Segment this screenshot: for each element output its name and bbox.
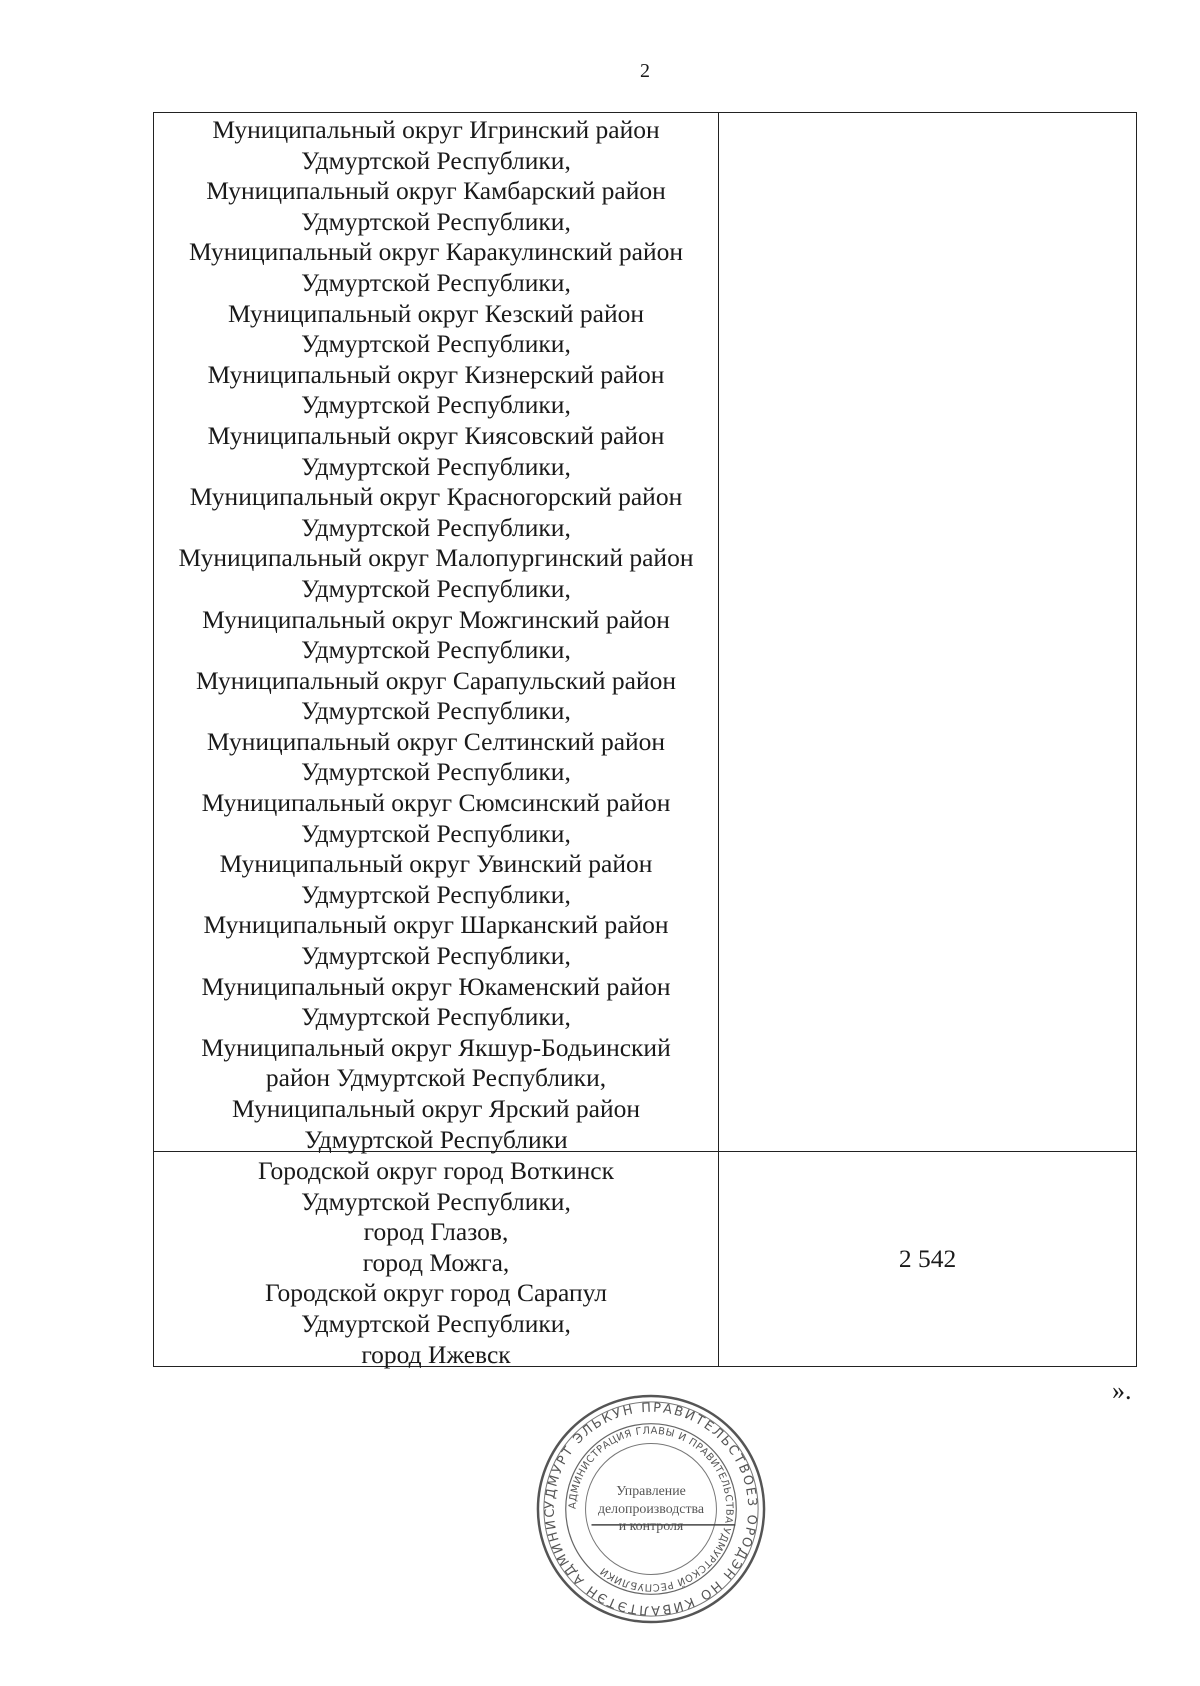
value-cell — [719, 1152, 1137, 1367]
municipality-line: город Глазов, — [363, 1217, 509, 1247]
municipality-line: Муниципальный округ Камбарский район — [206, 176, 666, 206]
municipality-line: Городской округ город Воткинск — [258, 1156, 614, 1185]
municipality-line: Муниципальный округ Сюмсинский район — [201, 788, 671, 818]
municipality-line: Удмуртской Республики, — [301, 1308, 571, 1338]
municipality-line: Муниципальный округ Шарканский район — [203, 910, 669, 940]
municipality-line: Муниципальный округ Кизнерский район — [207, 359, 665, 389]
municipality-line: район Удмуртской Республики, — [265, 1063, 607, 1093]
official-seal-stamp — [532, 1390, 770, 1628]
municipality-line: Городской округ город Сарапул — [264, 1278, 608, 1308]
municipality-line: Муниципальный округ Красногорский район — [189, 482, 683, 512]
municipality-line: Муниципальный округ Игринский район — [212, 115, 660, 144]
municipality-line: Удмуртской Республики, — [301, 635, 571, 665]
municipality-line: Удмуртской Республики, — [301, 329, 571, 359]
municipality-line: Удмуртской Республики, — [301, 451, 571, 481]
table-row — [154, 113, 1137, 1152]
municipality-line: Муниципальный округ Селтинский район — [206, 726, 666, 756]
svg-text:и контроля: и контроля — [618, 1518, 684, 1534]
municipality-line: Муниципальный округ Кезский район — [227, 298, 645, 328]
municipality-line: Муниципальный округ Ярский район — [231, 1094, 641, 1123]
municipality-line: Удмуртской Республики, — [301, 206, 571, 236]
municipality-line: Муниципальный округ Можгинский район — [202, 604, 670, 634]
allocation-table — [153, 112, 1137, 1367]
municipalities-cell — [154, 1152, 719, 1367]
municipality-line: Удмуртской Республики, — [301, 879, 571, 909]
municipality-line: город Можга, — [362, 1247, 510, 1277]
closing-quote: ». — [1112, 1376, 1132, 1405]
municipalities-list — [154, 113, 718, 1154]
municipality-line: Удмуртской Республики, — [301, 390, 571, 420]
municipality-line: Удмуртской Республики, — [301, 941, 571, 971]
municipality-line: Удмуртской Республики — [304, 1124, 568, 1154]
municipality-line: Удмуртской Республики, — [301, 1002, 571, 1032]
value-text: 2 542 — [898, 1244, 957, 1273]
municipality-line: Муниципальный округ Малопургинский район — [178, 543, 694, 573]
svg-text:Управление: Управление — [616, 1484, 686, 1500]
municipality-line: Удмуртской Республики, — [301, 818, 571, 848]
municipality-line: Муниципальный округ Юкаменский район — [201, 971, 671, 1001]
svg-text:УДМУРТ ЭЛЬКУН ПРАВИТЕЛЬСТВОЕЗ: УДМУРТ ЭЛЬКУН ПРАВИТЕЛЬСТВОЕЗ ОРОДЭН НО КИВАЛТЭТЭН АДМИНИС — [542, 1400, 760, 1618]
municipality-line: Муниципальный округ Сарапульский район — [195, 665, 677, 695]
municipality-line: Удмуртской Республики, — [301, 512, 571, 542]
municipalities-list — [154, 1152, 718, 1369]
municipality-line: Удмуртской Республики, — [301, 267, 571, 297]
municipality-line: Удмуртской Республики, — [301, 573, 571, 603]
municipalities-cell — [154, 113, 719, 1152]
svg-text:АДМИНИСТРАЦИЯ ГЛАВЫ И ПРАВИТЕЛ: АДМИНИСТРАЦИЯ ГЛАВЫ И ПРАВИТЕЛЬСТВА УДМУРТСКОЙ РЕСПУБЛИКИ — [567, 1425, 735, 1593]
table-row — [154, 1152, 1137, 1367]
value-cell — [719, 113, 1137, 1152]
municipality-line: Муниципальный округ Киясовский район — [207, 420, 665, 450]
municipality-line: Муниципальный округ Увинский район — [219, 849, 653, 879]
municipality-line: Удмуртской Республики, — [301, 757, 571, 787]
municipality-line: Удмуртской Республики, — [301, 696, 571, 726]
municipality-line: Муниципальный округ Якшур-Бодьинский — [201, 1032, 671, 1062]
municipality-line: город Ижевск — [361, 1339, 511, 1369]
page-number: 2 — [640, 60, 650, 82]
svg-text:делопроизводства: делопроизводства — [597, 1501, 705, 1517]
municipality-line: Муниципальный округ Каракулинский район — [188, 237, 684, 267]
municipality-line: Удмуртской Республики, — [301, 145, 571, 175]
municipality-line: Удмуртской Республики, — [301, 1186, 571, 1216]
